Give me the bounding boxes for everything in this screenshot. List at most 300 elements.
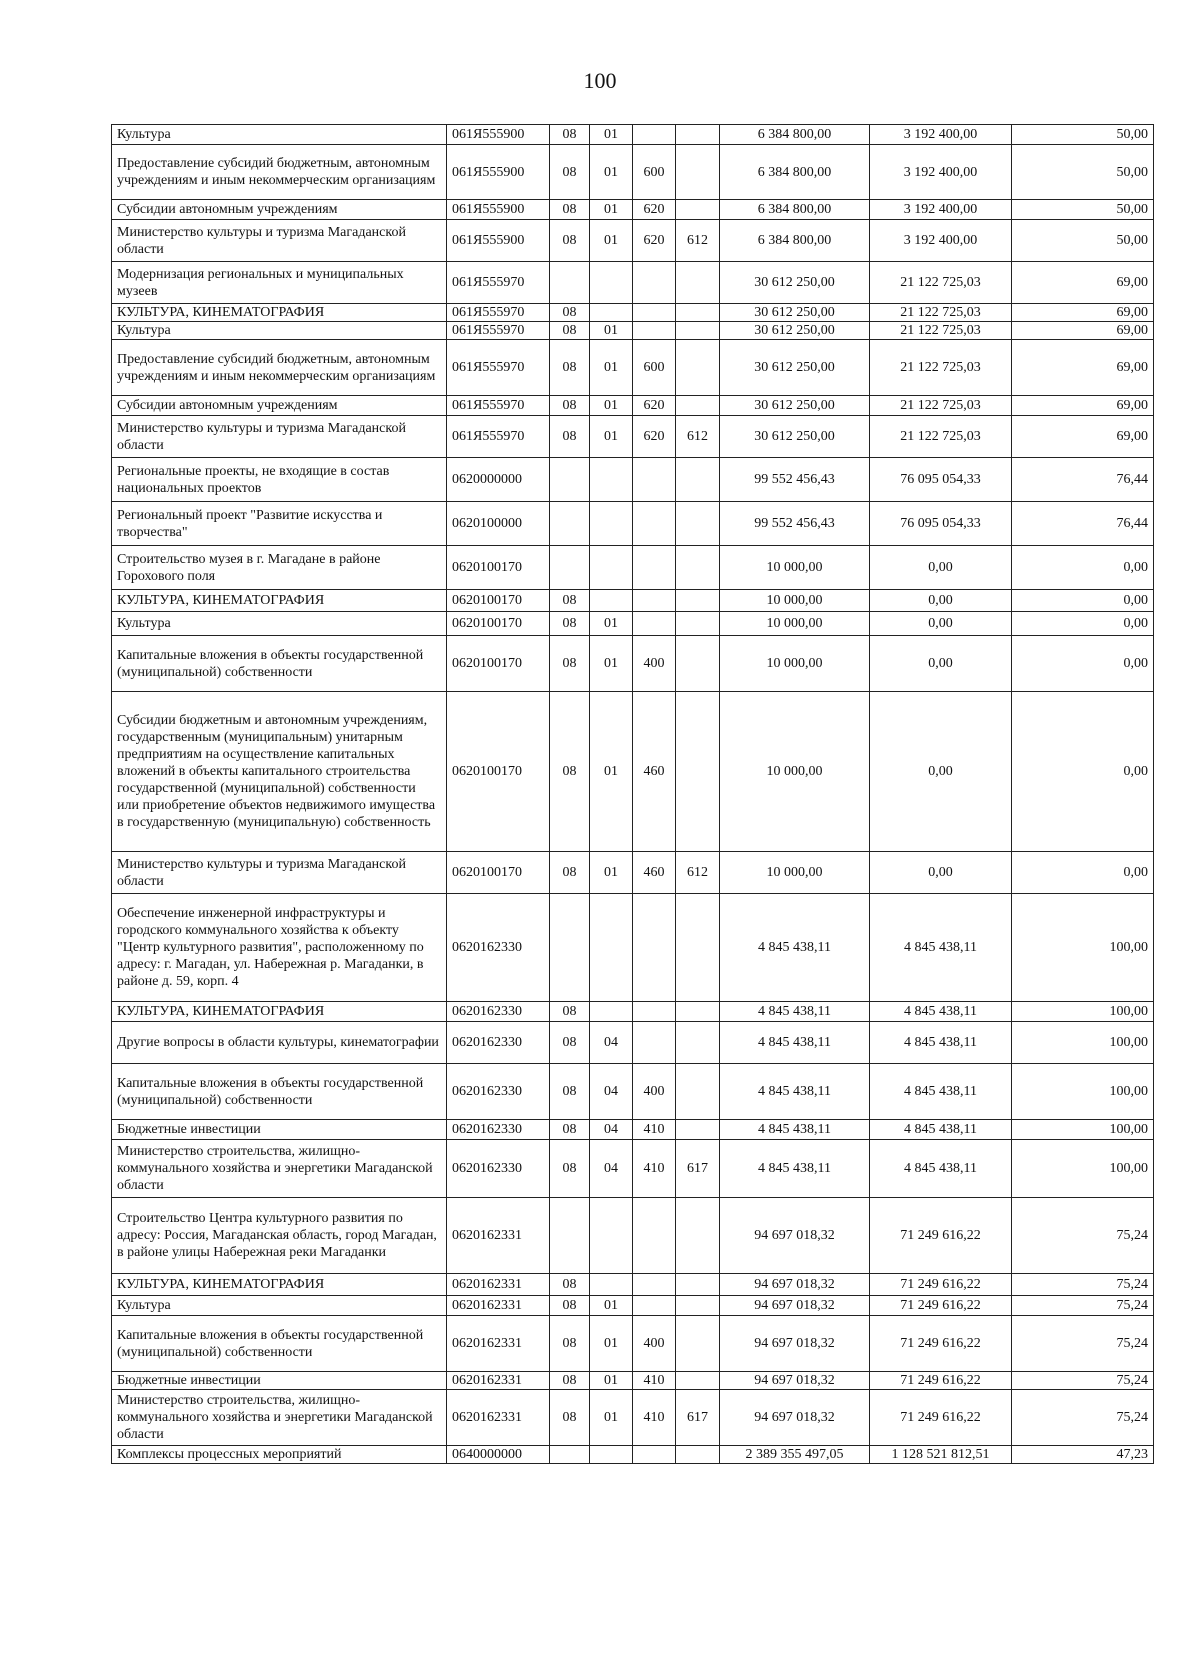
cell-plan: 10 000,00 — [720, 852, 870, 894]
cell-plan: 6 384 800,00 — [720, 200, 870, 220]
cell-department — [676, 1274, 720, 1296]
cell-section — [550, 546, 590, 590]
cell-percent: 0,00 — [1012, 852, 1154, 894]
cell-name: Министерство культуры и туризма Магаданской области — [112, 852, 447, 894]
table-row — [112, 340, 1154, 396]
cell-code: 061Я555970 — [447, 416, 550, 458]
table-row — [112, 396, 1154, 416]
cell-section: 08 — [550, 852, 590, 894]
cell-plan: 4 845 438,11 — [720, 894, 870, 1002]
cell-code: 0640000000 — [447, 1446, 550, 1464]
cell-code: 0620100170 — [447, 636, 550, 692]
cell-percent: 76,44 — [1012, 502, 1154, 546]
cell-code: 0620162331 — [447, 1274, 550, 1296]
cell-plan: 30 612 250,00 — [720, 416, 870, 458]
cell-department — [676, 1064, 720, 1120]
cell-subsection — [590, 1446, 633, 1464]
cell-plan: 94 697 018,32 — [720, 1296, 870, 1316]
cell-expense-type: 410 — [633, 1372, 676, 1390]
cell-percent: 75,24 — [1012, 1296, 1154, 1316]
cell-code: 0620100170 — [447, 612, 550, 636]
cell-section: 08 — [550, 1002, 590, 1022]
cell-department — [676, 200, 720, 220]
cell-code: 0620100000 — [447, 502, 550, 546]
cell-expense-type — [633, 1002, 676, 1022]
cell-department — [676, 1198, 720, 1274]
table-row — [112, 1446, 1154, 1464]
cell-subsection: 01 — [590, 145, 633, 200]
cell-plan: 10 000,00 — [720, 612, 870, 636]
cell-fact: 21 122 725,03 — [870, 396, 1012, 416]
cell-name: Культура — [112, 322, 447, 340]
cell-plan: 99 552 456,43 — [720, 458, 870, 502]
cell-code: 061Я555970 — [447, 322, 550, 340]
cell-subsection: 01 — [590, 416, 633, 458]
cell-section: 08 — [550, 145, 590, 200]
cell-name: Капитальные вложения в объекты государственной (муниципальной) собственности — [112, 636, 447, 692]
budget-table — [111, 124, 1154, 1464]
cell-subsection: 01 — [590, 1316, 633, 1372]
cell-department: 617 — [676, 1390, 720, 1446]
cell-fact: 4 845 438,11 — [870, 1140, 1012, 1198]
cell-plan: 94 697 018,32 — [720, 1390, 870, 1446]
cell-fact: 0,00 — [870, 852, 1012, 894]
cell-subsection: 01 — [590, 1390, 633, 1446]
cell-plan: 94 697 018,32 — [720, 1274, 870, 1296]
cell-expense-type — [633, 612, 676, 636]
cell-subsection: 04 — [590, 1120, 633, 1140]
cell-section: 08 — [550, 1064, 590, 1120]
table-row — [112, 546, 1154, 590]
cell-fact: 4 845 438,11 — [870, 894, 1012, 1002]
cell-code: 0620162331 — [447, 1198, 550, 1274]
cell-percent: 100,00 — [1012, 1120, 1154, 1140]
cell-subsection: 01 — [590, 200, 633, 220]
table-row — [112, 852, 1154, 894]
cell-name: Министерство строительства, жилищно-коммунального хозяйства и энергетики Магаданской области — [112, 1390, 447, 1446]
cell-fact: 3 192 400,00 — [870, 220, 1012, 262]
cell-name: Министерство культуры и туризма Магаданской области — [112, 220, 447, 262]
cell-name: КУЛЬТУРА, КИНЕМАТОГРАФИЯ — [112, 1274, 447, 1296]
cell-section: 08 — [550, 636, 590, 692]
cell-code: 0620162330 — [447, 1022, 550, 1064]
cell-plan: 6 384 800,00 — [720, 125, 870, 145]
cell-department — [676, 125, 720, 145]
cell-code: 061Я555900 — [447, 145, 550, 200]
cell-expense-type — [633, 502, 676, 546]
cell-percent: 0,00 — [1012, 546, 1154, 590]
table-row — [112, 1120, 1154, 1140]
cell-subsection — [590, 458, 633, 502]
cell-fact: 4 845 438,11 — [870, 1064, 1012, 1120]
cell-expense-type — [633, 1296, 676, 1316]
cell-department — [676, 304, 720, 322]
cell-section: 08 — [550, 304, 590, 322]
table-row — [112, 1198, 1154, 1274]
table-row — [112, 590, 1154, 612]
cell-department — [676, 1022, 720, 1064]
cell-percent: 75,24 — [1012, 1274, 1154, 1296]
cell-percent: 50,00 — [1012, 220, 1154, 262]
cell-fact: 21 122 725,03 — [870, 262, 1012, 304]
cell-fact: 3 192 400,00 — [870, 200, 1012, 220]
cell-subsection: 01 — [590, 1372, 633, 1390]
cell-name: Региональные проекты, не входящие в состав национальных проектов — [112, 458, 447, 502]
cell-plan: 4 845 438,11 — [720, 1002, 870, 1022]
cell-percent: 75,24 — [1012, 1198, 1154, 1274]
cell-plan: 94 697 018,32 — [720, 1372, 870, 1390]
cell-plan: 30 612 250,00 — [720, 262, 870, 304]
cell-department — [676, 396, 720, 416]
cell-percent: 50,00 — [1012, 145, 1154, 200]
cell-plan: 10 000,00 — [720, 590, 870, 612]
cell-fact: 0,00 — [870, 546, 1012, 590]
cell-section — [550, 262, 590, 304]
table-row — [112, 322, 1154, 340]
cell-department: 612 — [676, 852, 720, 894]
cell-percent: 69,00 — [1012, 416, 1154, 458]
cell-expense-type — [633, 458, 676, 502]
cell-section: 08 — [550, 1390, 590, 1446]
cell-plan: 6 384 800,00 — [720, 145, 870, 200]
cell-department — [676, 612, 720, 636]
cell-percent: 50,00 — [1012, 125, 1154, 145]
cell-department — [676, 1446, 720, 1464]
cell-code: 0620162331 — [447, 1390, 550, 1446]
cell-section: 08 — [550, 692, 590, 852]
cell-name: Предоставление субсидий бюджетным, автономным учреждениям и иным некоммерческим организациям — [112, 340, 447, 396]
page-number: 100 — [583, 68, 617, 93]
cell-plan: 2 389 355 497,05 — [720, 1446, 870, 1464]
cell-code: 0620162330 — [447, 1064, 550, 1120]
cell-name: КУЛЬТУРА, КИНЕМАТОГРАФИЯ — [112, 590, 447, 612]
cell-code: 061Я555900 — [447, 200, 550, 220]
cell-plan: 94 697 018,32 — [720, 1198, 870, 1274]
cell-name: КУЛЬТУРА, КИНЕМАТОГРАФИЯ — [112, 304, 447, 322]
cell-percent: 100,00 — [1012, 1002, 1154, 1022]
cell-fact: 21 122 725,03 — [870, 322, 1012, 340]
cell-percent: 69,00 — [1012, 396, 1154, 416]
table-row — [112, 1372, 1154, 1390]
cell-code: 0620162331 — [447, 1296, 550, 1316]
cell-percent: 75,24 — [1012, 1372, 1154, 1390]
cell-expense-type: 400 — [633, 1064, 676, 1120]
table-row — [112, 304, 1154, 322]
cell-department — [676, 502, 720, 546]
cell-code: 061Я555970 — [447, 304, 550, 322]
cell-plan: 10 000,00 — [720, 636, 870, 692]
cell-fact: 0,00 — [870, 590, 1012, 612]
cell-expense-type: 400 — [633, 1316, 676, 1372]
cell-expense-type: 620 — [633, 200, 676, 220]
cell-code: 061Я555970 — [447, 396, 550, 416]
cell-percent: 0,00 — [1012, 692, 1154, 852]
cell-name: Культура — [112, 125, 447, 145]
cell-expense-type: 410 — [633, 1120, 676, 1140]
cell-code: 061Я555970 — [447, 262, 550, 304]
cell-code: 0620100170 — [447, 546, 550, 590]
cell-subsection — [590, 894, 633, 1002]
cell-name: Строительство Центра культурного развития по адресу: Россия, Магаданская область, город Магадан, в районе улицы Набережная реки Магаданки — [112, 1198, 447, 1274]
cell-code: 0620162330 — [447, 1120, 550, 1140]
cell-section: 08 — [550, 416, 590, 458]
cell-subsection: 01 — [590, 220, 633, 262]
cell-expense-type — [633, 590, 676, 612]
cell-name: Капитальные вложения в объекты государственной (муниципальной) собственности — [112, 1064, 447, 1120]
cell-percent: 47,23 — [1012, 1446, 1154, 1464]
cell-plan: 99 552 456,43 — [720, 502, 870, 546]
cell-subsection — [590, 502, 633, 546]
cell-department: 617 — [676, 1140, 720, 1198]
cell-expense-type: 410 — [633, 1140, 676, 1198]
cell-expense-type — [633, 1274, 676, 1296]
cell-name: Обеспечение инженерной инфраструктуры и городского коммунального хозяйства к объекту "Центр культурного развития", расположенному по адресу: г. Магадан, ул. Набережная р. Магаданки, в районе д. 59, корп. 4 — [112, 894, 447, 1002]
cell-subsection: 01 — [590, 636, 633, 692]
table-row — [112, 1064, 1154, 1120]
cell-subsection — [590, 262, 633, 304]
cell-code: 061Я555900 — [447, 125, 550, 145]
cell-expense-type: 460 — [633, 692, 676, 852]
cell-plan: 30 612 250,00 — [720, 322, 870, 340]
cell-plan: 30 612 250,00 — [720, 304, 870, 322]
cell-subsection — [590, 546, 633, 590]
cell-subsection: 01 — [590, 692, 633, 852]
cell-name: Субсидии автономным учреждениям — [112, 396, 447, 416]
cell-subsection: 04 — [590, 1022, 633, 1064]
cell-name: Субсидии автономным учреждениям — [112, 200, 447, 220]
cell-subsection: 04 — [590, 1140, 633, 1198]
cell-section: 08 — [550, 1120, 590, 1140]
cell-expense-type — [633, 1446, 676, 1464]
cell-section: 08 — [550, 1316, 590, 1372]
cell-section: 08 — [550, 340, 590, 396]
cell-name: Комплексы процессных мероприятий — [112, 1446, 447, 1464]
table-row — [112, 636, 1154, 692]
cell-fact: 76 095 054,33 — [870, 502, 1012, 546]
table-row — [112, 1316, 1154, 1372]
cell-name: Предоставление субсидий бюджетным, автономным учреждениям и иным некоммерческим организациям — [112, 145, 447, 200]
cell-percent: 0,00 — [1012, 612, 1154, 636]
cell-fact: 21 122 725,03 — [870, 304, 1012, 322]
cell-subsection — [590, 590, 633, 612]
cell-fact: 0,00 — [870, 636, 1012, 692]
cell-expense-type: 620 — [633, 396, 676, 416]
cell-fact: 71 249 616,22 — [870, 1274, 1012, 1296]
cell-expense-type: 620 — [633, 416, 676, 458]
cell-expense-type: 400 — [633, 636, 676, 692]
cell-expense-type — [633, 546, 676, 590]
cell-subsection: 01 — [590, 396, 633, 416]
cell-percent: 0,00 — [1012, 590, 1154, 612]
cell-expense-type — [633, 304, 676, 322]
cell-percent: 69,00 — [1012, 262, 1154, 304]
cell-expense-type — [633, 1198, 676, 1274]
cell-expense-type: 410 — [633, 1390, 676, 1446]
cell-code: 061Я555970 — [447, 340, 550, 396]
cell-plan: 4 845 438,11 — [720, 1120, 870, 1140]
cell-department — [676, 1120, 720, 1140]
cell-percent: 0,00 — [1012, 636, 1154, 692]
cell-percent: 76,44 — [1012, 458, 1154, 502]
cell-department — [676, 322, 720, 340]
cell-fact: 4 845 438,11 — [870, 1120, 1012, 1140]
cell-department — [676, 145, 720, 200]
table-row — [112, 612, 1154, 636]
cell-section — [550, 502, 590, 546]
cell-name: Региональный проект "Развитие искусства и творчества" — [112, 502, 447, 546]
cell-expense-type — [633, 125, 676, 145]
cell-section — [550, 1446, 590, 1464]
table-body — [112, 125, 1154, 1464]
cell-name: Министерство строительства, жилищно-коммунального хозяйства и энергетики Магаданской области — [112, 1140, 447, 1198]
cell-department — [676, 1316, 720, 1372]
cell-section: 08 — [550, 1274, 590, 1296]
cell-code: 0620162330 — [447, 1140, 550, 1198]
table-row — [112, 200, 1154, 220]
cell-subsection — [590, 1198, 633, 1274]
cell-percent: 69,00 — [1012, 340, 1154, 396]
cell-name: Министерство культуры и туризма Магаданской области — [112, 416, 447, 458]
cell-name: Бюджетные инвестиции — [112, 1372, 447, 1390]
cell-expense-type — [633, 262, 676, 304]
table-row — [112, 416, 1154, 458]
cell-fact: 4 845 438,11 — [870, 1002, 1012, 1022]
cell-department — [676, 1296, 720, 1316]
cell-expense-type: 600 — [633, 145, 676, 200]
cell-section — [550, 458, 590, 502]
table-row — [112, 262, 1154, 304]
cell-section — [550, 894, 590, 1002]
cell-section — [550, 1198, 590, 1274]
cell-name: Культура — [112, 1296, 447, 1316]
cell-subsection: 01 — [590, 125, 633, 145]
cell-code: 0620162330 — [447, 1002, 550, 1022]
table-row — [112, 145, 1154, 200]
cell-department — [676, 636, 720, 692]
cell-subsection: 01 — [590, 1296, 633, 1316]
cell-percent: 69,00 — [1012, 322, 1154, 340]
cell-section: 08 — [550, 396, 590, 416]
cell-department — [676, 546, 720, 590]
cell-code: 0620100170 — [447, 590, 550, 612]
cell-fact: 71 249 616,22 — [870, 1296, 1012, 1316]
cell-expense-type: 620 — [633, 220, 676, 262]
table-row — [112, 1022, 1154, 1064]
cell-fact: 0,00 — [870, 612, 1012, 636]
cell-department — [676, 340, 720, 396]
cell-section: 08 — [550, 322, 590, 340]
cell-expense-type: 600 — [633, 340, 676, 396]
table-row — [112, 1296, 1154, 1316]
cell-percent: 100,00 — [1012, 1064, 1154, 1120]
cell-section: 08 — [550, 1372, 590, 1390]
cell-plan: 10 000,00 — [720, 692, 870, 852]
table-row — [112, 220, 1154, 262]
cell-percent: 69,00 — [1012, 304, 1154, 322]
table-row — [112, 692, 1154, 852]
cell-department — [676, 458, 720, 502]
cell-plan: 30 612 250,00 — [720, 340, 870, 396]
cell-subsection: 01 — [590, 340, 633, 396]
cell-fact: 76 095 054,33 — [870, 458, 1012, 502]
cell-plan: 4 845 438,11 — [720, 1022, 870, 1064]
table-row — [112, 125, 1154, 145]
cell-percent: 100,00 — [1012, 894, 1154, 1002]
cell-section: 08 — [550, 125, 590, 145]
table-row — [112, 1002, 1154, 1022]
table-row — [112, 1140, 1154, 1198]
cell-department — [676, 1372, 720, 1390]
cell-subsection: 01 — [590, 852, 633, 894]
table-row — [112, 502, 1154, 546]
cell-code: 0620000000 — [447, 458, 550, 502]
cell-percent: 100,00 — [1012, 1022, 1154, 1064]
cell-code: 0620162330 — [447, 894, 550, 1002]
cell-fact: 71 249 616,22 — [870, 1372, 1012, 1390]
cell-name: Строительство музея в г. Магадане в районе Горохового поля — [112, 546, 447, 590]
cell-plan: 10 000,00 — [720, 546, 870, 590]
cell-subsection: 01 — [590, 612, 633, 636]
cell-subsection: 01 — [590, 322, 633, 340]
cell-percent: 50,00 — [1012, 200, 1154, 220]
cell-percent: 75,24 — [1012, 1316, 1154, 1372]
cell-section: 08 — [550, 200, 590, 220]
cell-name: Модернизация региональных и муниципальных музеев — [112, 262, 447, 304]
cell-expense-type: 460 — [633, 852, 676, 894]
cell-plan: 6 384 800,00 — [720, 220, 870, 262]
cell-name: Другие вопросы в области культуры, кинематографии — [112, 1022, 447, 1064]
cell-plan: 30 612 250,00 — [720, 396, 870, 416]
cell-percent: 75,24 — [1012, 1390, 1154, 1446]
cell-subsection — [590, 304, 633, 322]
cell-code: 0620100170 — [447, 692, 550, 852]
cell-code: 0620100170 — [447, 852, 550, 894]
cell-expense-type — [633, 322, 676, 340]
cell-plan: 4 845 438,11 — [720, 1140, 870, 1198]
cell-section: 08 — [550, 590, 590, 612]
table-row — [112, 894, 1154, 1002]
cell-fact: 0,00 — [870, 692, 1012, 852]
cell-expense-type — [633, 1022, 676, 1064]
cell-name: Капитальные вложения в объекты государственной (муниципальной) собственности — [112, 1316, 447, 1372]
cell-code: 0620162331 — [447, 1316, 550, 1372]
cell-department: 612 — [676, 220, 720, 262]
cell-section: 08 — [550, 220, 590, 262]
cell-fact: 71 249 616,22 — [870, 1316, 1012, 1372]
table-row — [112, 1390, 1154, 1446]
cell-fact: 3 192 400,00 — [870, 125, 1012, 145]
cell-department — [676, 894, 720, 1002]
cell-subsection — [590, 1002, 633, 1022]
cell-expense-type — [633, 894, 676, 1002]
cell-plan: 4 845 438,11 — [720, 1064, 870, 1120]
cell-department: 612 — [676, 416, 720, 458]
cell-department — [676, 692, 720, 852]
table-row — [112, 1274, 1154, 1296]
cell-department — [676, 590, 720, 612]
cell-percent: 100,00 — [1012, 1140, 1154, 1198]
cell-subsection: 04 — [590, 1064, 633, 1120]
cell-fact: 1 128 521 812,51 — [870, 1446, 1012, 1464]
cell-section: 08 — [550, 612, 590, 636]
cell-name: Культура — [112, 612, 447, 636]
cell-section: 08 — [550, 1022, 590, 1064]
cell-department — [676, 1002, 720, 1022]
cell-subsection — [590, 1274, 633, 1296]
cell-section: 08 — [550, 1296, 590, 1316]
cell-department — [676, 262, 720, 304]
cell-name: Субсидии бюджетным и автономным учреждениям, государственным (муниципальным) унитарным предприятиям на осуществление капитальных вложений в объекты капитального строительства государственной (муниципальной) собственности или приобретение объектов недвижимого имущества в государственную (муниципальную) собственность — [112, 692, 447, 852]
